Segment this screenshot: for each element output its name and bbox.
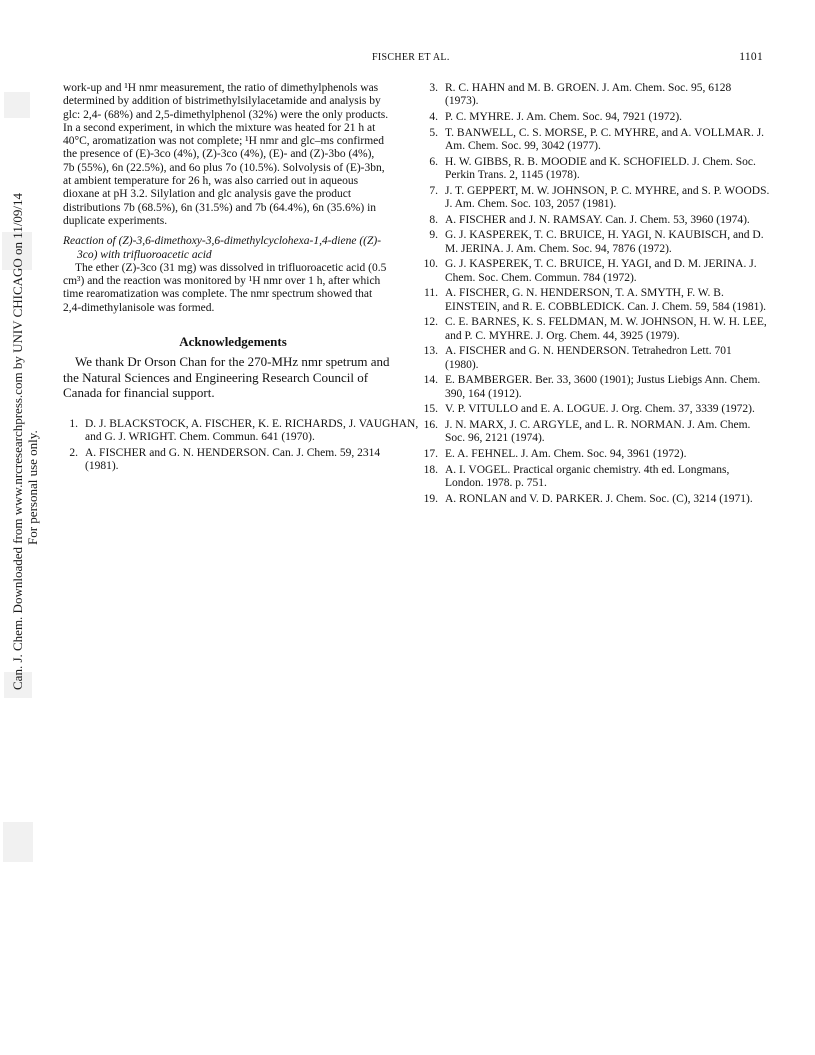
reference-line: A. FISCHER, G. N. HENDERSON, T. A. SMYTH, F. W. B. <box>445 287 724 300</box>
reference-item <box>423 287 767 314</box>
reference-item <box>423 448 763 461</box>
subheading-line: 3co) with trifluoroacetic acid <box>77 248 212 261</box>
reference-item <box>423 82 763 109</box>
reference-line: V. P. VITULLO and E. A. LOGUE. J. Org. Chem. 37, 3339 (1972). <box>445 403 755 416</box>
subheading-line: Reaction of (Z)-3,6-dimethoxy-3,6-dimethylcyclohexa-1,4-diene ((Z)- <box>63 235 382 248</box>
text-line: In a second experiment, in which the mixture was heated for 21 h at <box>63 121 376 134</box>
text-line: 7b (55%), 6n (22.5%), and 6o plus 7o (10.5%). Solvolysis of (E)-3bn, <box>63 161 385 174</box>
scan-artifact <box>3 822 33 862</box>
right-column <box>423 82 770 508</box>
section-subheading <box>63 235 403 262</box>
reference-line: Soc. 96, 2121 (1974). <box>445 432 545 445</box>
acknowledgements-heading: Acknowledgements <box>179 334 287 350</box>
reference-number: 6. <box>429 155 438 168</box>
reference-number: 11. <box>424 287 438 300</box>
left-column <box>63 82 419 476</box>
reference-line: E. A. FEHNEL. J. Am. Chem. Soc. 94, 3961 (1972). <box>445 447 687 460</box>
running-title: FISCHER ET AL. <box>372 52 450 63</box>
reference-line: Perkin Trans. 2, 1145 (1978). <box>445 168 580 181</box>
download-credit <box>10 193 40 690</box>
reference-line: R. C. HAHN and M. B. GROEN. J. Am. Chem. Soc. 95, 6128 <box>445 82 732 94</box>
reference-list <box>63 417 419 474</box>
text-line: 40°C, aromatization was not complete; ¹H nmr and glc–ms confirmed <box>63 135 385 148</box>
reference-item <box>423 464 763 491</box>
reference-item <box>423 111 763 124</box>
reference-number: 15. <box>423 403 438 416</box>
reference-line: E. BAMBERGER. Ber. 33, 3600 (1901); Justus Liebigs Ann. Chem. <box>445 374 761 387</box>
reference-item <box>423 258 763 285</box>
text-line: dioxane at pH 3.2. Silylation and glc analysis gave the product <box>63 188 352 201</box>
text-line: The ether (Z)-3co (31 mg) was dissolved in trifluoroacetic acid (0.5 <box>75 261 387 274</box>
reference-line: M. JERINA. J. Am. Chem. Soc. 94, 7876 (1972). <box>445 242 672 255</box>
text-line: work-up and ¹H nmr measurement, the ratio of dimethylphenols was <box>63 82 379 94</box>
text-line: the presence of (E)-3co (4%), (Z)-3co (4%), (E)- and (Z)-3bo (4%), <box>63 148 375 161</box>
reference-line: T. BANWELL, C. S. MORSE, P. C. MYHRE, and A. VOLLMAR. J. <box>445 126 765 139</box>
text-line: determined by addition of bistrimethylsilylacetamide and analysis by <box>63 95 381 108</box>
reference-item <box>423 403 763 416</box>
reference-number: 13. <box>423 345 438 358</box>
reference-line: London. 1978. p. 751. <box>445 476 547 489</box>
reference-item <box>423 493 763 506</box>
experimental-paragraph <box>63 82 403 228</box>
reference-number: 8. <box>429 213 438 226</box>
reference-line: EINSTEIN, and R. E. COBBLEDICK. Can. J. Chem. 59, 584 (1981). <box>445 300 767 313</box>
reference-number: 10. <box>423 258 438 271</box>
reference-number: 2. <box>69 446 78 459</box>
reference-list <box>423 82 770 506</box>
reference-line: and G. J. WRIGHT. Chem. Commun. 641 (1970). <box>85 431 315 444</box>
reference-line: (1973). <box>445 95 479 108</box>
reference-line: (1981). <box>85 460 119 473</box>
reference-item <box>423 345 763 372</box>
reference-line: A. FISCHER and J. N. RAMSAY. Can. J. Chem. 53, 3960 (1974). <box>445 213 750 226</box>
reference-number: 1. <box>69 417 78 430</box>
reference-item <box>63 417 419 445</box>
reference-line: P. C. MYHRE. J. Am. Chem. Soc. 94, 7921 (1972). <box>445 110 683 123</box>
reference-line: D. J. BLACKSTOCK, A. FISCHER, K. E. RICHARDS, J. VAUGHAN, <box>85 417 419 430</box>
text-line: time rearomatization was complete. The nmr spectrum showed that <box>63 288 373 301</box>
reference-item <box>423 419 763 446</box>
reference-line: 390, 164 (1912). <box>445 387 522 400</box>
reference-number: 4. <box>429 110 438 123</box>
reference-number: 18. <box>423 463 438 476</box>
reference-item <box>423 184 770 212</box>
reference-item <box>423 156 763 183</box>
reference-item <box>63 447 403 474</box>
reference-line: G. J. KASPEREK, T. C. BRUICE, H. YAGI, N. KAUBISCH, and D. <box>445 229 764 242</box>
reference-number: 9. <box>429 229 438 242</box>
reference-item <box>423 127 763 154</box>
reference-number: 7. <box>429 184 438 197</box>
scan-artifact <box>4 92 30 118</box>
reference-line: A. I. VOGEL. Practical organic chemistry. 4th ed. Longmans, <box>445 463 730 476</box>
reference-item <box>423 374 763 401</box>
reference-line: C. E. BARNES, K. S. FELDMAN, M. W. JOHNSON, H. W. H. LEE, <box>445 316 767 329</box>
text-line: cm³) and the reaction was monitored by ¹H nmr over 1 h, after which <box>63 275 381 288</box>
usage-notice: For personal use only. <box>25 430 40 545</box>
reference-line: J. T. GEPPERT, M. W. JOHNSON, P. C. MYHRE, and S. P. WOODS. <box>445 184 770 197</box>
reference-line: Chem. Soc. Chem. Commun. 784 (1972). <box>445 271 637 284</box>
reference-item <box>423 229 763 256</box>
reference-line: (1980). <box>445 358 479 371</box>
page-number: 1101 <box>739 51 763 63</box>
reference-line: H. W. GIBBS, R. B. MOODIE and K. SCHOFIELD. J. Chem. Soc. <box>445 155 756 168</box>
acknowledgements-text <box>63 354 403 400</box>
reference-line: J. Am. Chem. Soc. 103, 2057 (1981). <box>445 197 617 210</box>
reference-line: Am. Chem. Soc. 99, 3042 (1977). <box>445 139 601 152</box>
reference-number: 17. <box>423 447 438 460</box>
margin-sidebar <box>0 0 60 1055</box>
reference-number: 3. <box>429 82 438 94</box>
reference-number: 5. <box>429 126 438 139</box>
text-line: at ambient temperature for 26 h, was also carried out in aqueous <box>63 175 359 188</box>
reference-line: A. FISCHER and G. N. HENDERSON. Tetrahedron Lett. 701 <box>445 345 732 358</box>
reference-line: J. N. MARX, J. C. ARGYLE, and L. R. NORMAN. J. Am. Chem. <box>445 418 751 431</box>
reaction-paragraph <box>63 262 403 315</box>
reference-line: A. FISCHER and G. N. HENDERSON. Can. J. Chem. 59, 2314 <box>85 446 381 459</box>
reference-line: A. RONLAN and V. D. PARKER. J. Chem. Soc. (C), 3214 (1971). <box>445 492 753 505</box>
text-line: Canada for financial support. <box>63 384 215 400</box>
reference-number: 19. <box>423 492 438 505</box>
reference-item <box>423 214 763 227</box>
text-line: the Natural Sciences and Engineering Research Council of <box>63 369 369 385</box>
download-credit-line: Can. J. Chem. Downloaded from www.nrcresearchpress.com by UNIV CHICAGO on 11/09/14 <box>10 192 25 690</box>
text-line: We thank Dr Orson Chan for the 270-MHz nmr spetrum and <box>75 354 390 370</box>
reference-item <box>423 316 767 343</box>
reference-number: 12. <box>423 316 438 329</box>
text-line: duplicate experiments. <box>63 214 168 227</box>
reference-number: 16. <box>423 418 438 431</box>
text-line: 2,4-dimethylanisole was formed. <box>63 301 215 314</box>
reference-number: 14. <box>423 374 438 387</box>
text-line: glc: 2,4- (68%) and 2,5-dimethylphenol (32%) were the only products. <box>63 108 389 121</box>
reference-line: G. J. KASPEREK, T. C. BRUICE, H. YAGI, and D. M. JERINA. J. <box>445 258 757 271</box>
reference-line: and P. C. MYHRE. J. Org. Chem. 44, 3925 (1979). <box>445 329 680 342</box>
running-header <box>0 52 815 66</box>
text-line: distributions 7b (68.5%), 6n (31.5%) and 7b (64.4%), 6n (35.6%) in <box>63 201 377 214</box>
